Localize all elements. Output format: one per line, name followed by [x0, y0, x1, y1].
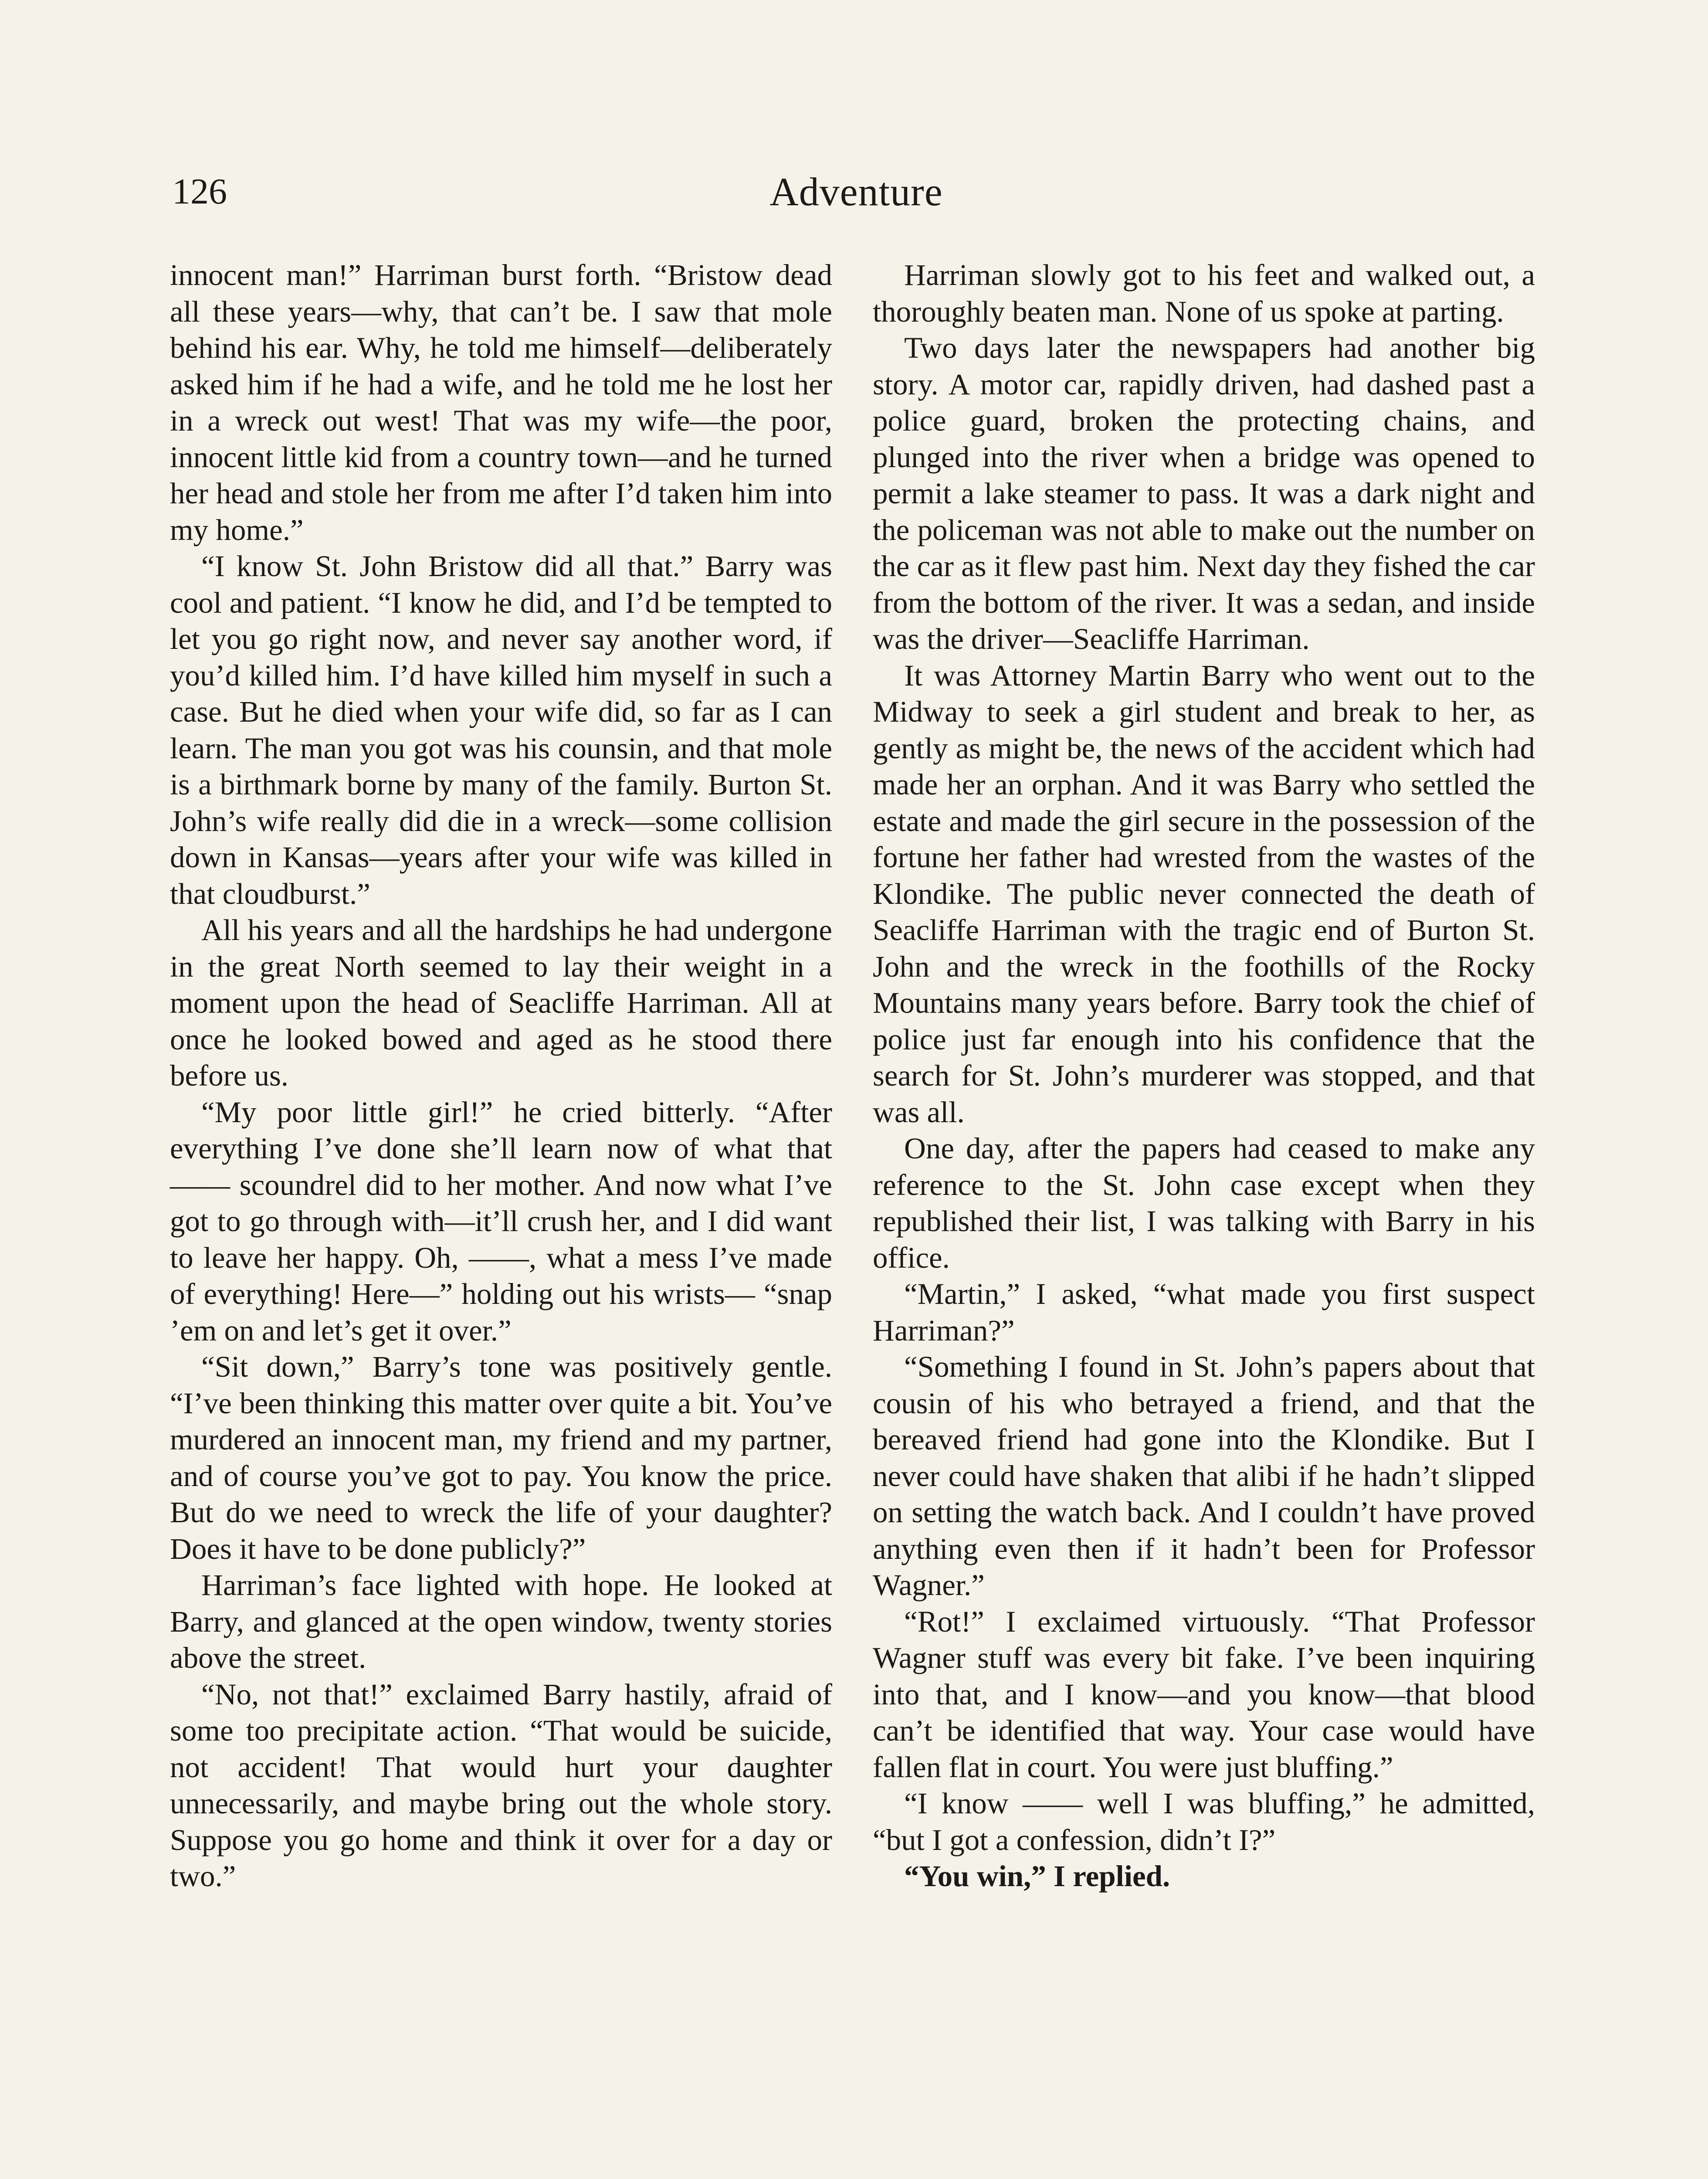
page-header: [172, 166, 1540, 218]
paragraph: “I know St. John Bristow did all that.” Barry was cool and patient. “I know he did, and I’d be tempted to let you go right now, and never say another word, if you’d killed him. I’d have killed him myself in such a case. But he died when your wife did, so far as I can learn. The man you got was his counsin, and that mole is a birthmark borne by many of the family. Burton St. John’s wife really did die in a wreck—some collision down in Kansas—years after your wife was killed in that cloudburst.”: [170, 550, 832, 910]
running-title: Adventure: [769, 170, 943, 214]
paragraph: Harriman slowly got to his feet and walked out, a thoroughly beaten man. None of us spoke at parting.: [873, 258, 1535, 328]
paragraph: “Rot!” I exclaimed virtuously. “That Professor Wagner stuff was every bit fake. I’ve been inquiring into that, and I know—and you know—that blood can’t be identified that way. Your case would have fallen flat in court. You were just bluffing.”: [873, 1605, 1535, 1784]
paragraph: “I know —— well I was bluffing,” he admitted, “but I got a confession, didn’t I?”: [873, 1787, 1535, 1857]
paragraph: All his years and all the hardships he had undergone in the great North seemed to lay their weight in a moment upon the head of Seacliffe Harriman. All at once he looked bowed and aged as he stood there before us.: [170, 913, 832, 1092]
left-column: [170, 257, 832, 1895]
paragraph: “Sit down,” Barry’s tone was positively gentle. “I’ve been thinking this matter over quite a bit. You’ve murdered an innocent man, my friend and my partner, and of course you’ve got to pay. You know the price. But do we need to wreck the life of your daughter? Does it have to be done publicly?”: [170, 1350, 832, 1565]
paragraph: innocent man!” Harriman burst forth. “Bristow dead all these years—why, that can’t be. I saw that mole behind his ear. Why, he told me himself—deliberately asked him if he had a wife, and he told me he lost her in a wreck out west! That was my wife—the poor, innocent little kid from a country town—and he turned her head and stole her from me after I’d taken him into my home.”: [170, 258, 832, 546]
paragraph: Two days later the newspapers had another big story. A motor car, rapidly driven, had dashed past a police guard, broken the protecting chains, and plunged into the river when a bridge was opened to permit a lake steamer to pass. It was a dark night and the policeman was not able to make out the number on the car as it flew past him. Next day they fished the car from the bottom of the river. It was a sedan, and inside was the driver—Seacliffe Harriman.: [873, 331, 1535, 655]
paragraph: “My poor little girl!” he cried bitterly. “After everything I’ve done she’ll learn now of what that —— scoundrel did to her mother. And now what I’ve got to go through with—it’ll crush her, and I did want to leave her happy. Oh, ——, what a mess I’ve made of everything! Here—” holding out his wrists— “snap ’em on and let’s get it over.”: [170, 1095, 832, 1347]
page-number: 126: [172, 171, 227, 212]
paragraph: Harriman’s face lighted with hope. He looked at Barry, and glanced at the open window, twenty stories above the street.: [170, 1568, 832, 1674]
closing-line: “You win,” I replied.: [904, 1860, 1170, 1893]
paragraph: “Something I found in St. John’s papers about that cousin of his who betrayed a friend, and that the bereaved friend had gone into the Klondike. But I never could have shaken that alibi if he hadn’t slipped on setting the watch back. And I couldn’t have proved anything even then if it hadn’t been for Professor Wagner.”: [873, 1350, 1535, 1602]
right-column: [873, 257, 1535, 1895]
paragraph: “No, not that!” exclaimed Barry hastily, afraid of some too precipitate action. “That would be suicide, not accident! That would hurt your daughter unnecessarily, and maybe bring out the whole story. Suppose you go home and think it over for a day or two.”: [170, 1677, 832, 1893]
paragraph: One day, after the papers had ceased to make any reference to the St. John case except when they republished their list, I was talking with Barry in his office.: [873, 1132, 1535, 1274]
paragraph: “Martin,” I asked, “what made you first suspect Harriman?”: [873, 1277, 1535, 1347]
paragraph: It was Attorney Martin Barry who went out to the Midway to seek a girl student and break to her, as gently as might be, the news of the accident which had made her an orphan. And it was Barry who settled the estate and made the girl secure in the possession of the fortune her father had wrested from the wastes of the Klondike. The public never connected the death of Seacliffe Harriman with the tragic end of Burton St. John and the wreck in the foothills of the Rocky Mountains many years before. Barry took the chief of police just far enough into his confidence that the search for St. John’s murderer was stopped, and that was all.: [873, 658, 1535, 1129]
